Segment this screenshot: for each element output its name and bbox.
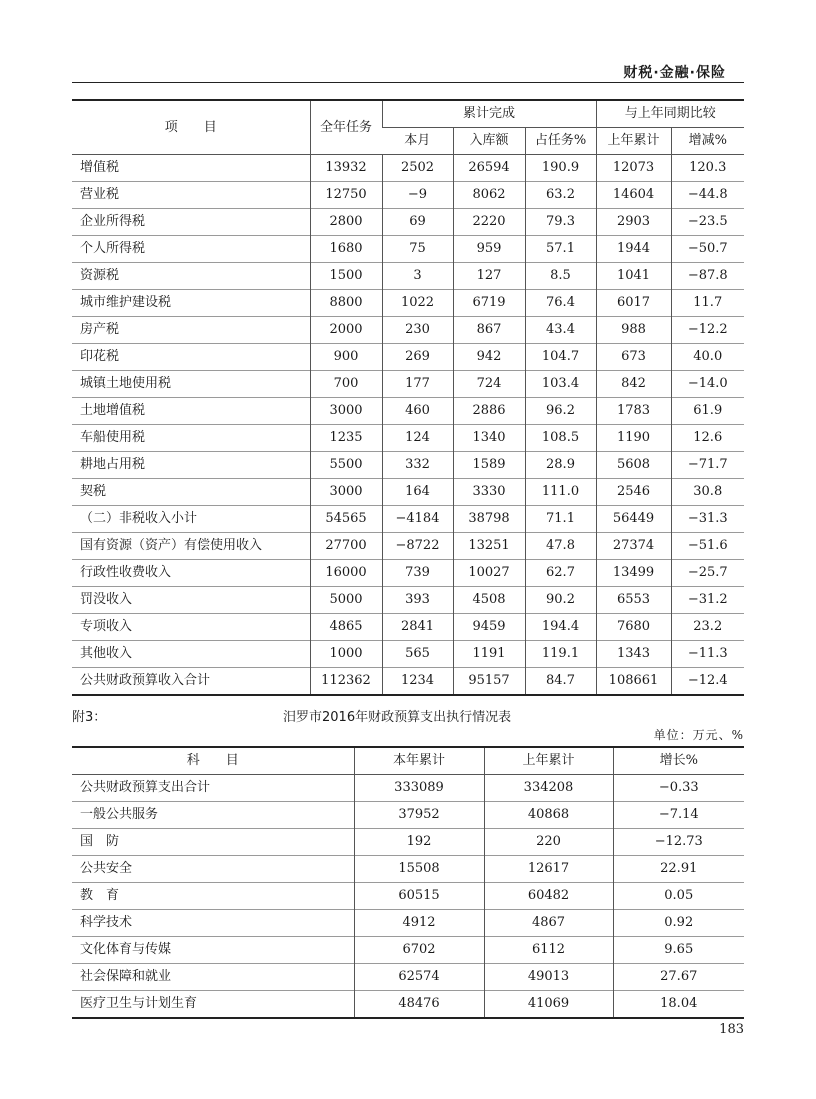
cell-this: 48476 <box>354 991 484 1019</box>
cell-subject: 医疗卫生与计划生育 <box>72 991 354 1019</box>
table-row <box>72 182 744 209</box>
cell-task: 2000 <box>310 317 382 344</box>
cell-last: 220 <box>484 829 613 856</box>
cell-month: 164 <box>382 479 453 506</box>
table-row <box>72 344 744 371</box>
cell-month: −4184 <box>382 506 453 533</box>
expenditure-table <box>72 746 744 1019</box>
col-header-cumulative: 累计完成 <box>382 100 596 128</box>
cell-last: 41069 <box>484 991 613 1019</box>
cell-last: 1190 <box>596 425 671 452</box>
cell-last: 56449 <box>596 506 671 533</box>
cell-change: −12.2 <box>671 317 744 344</box>
cell-last: 2546 <box>596 479 671 506</box>
cell-change: −25.7 <box>671 560 744 587</box>
col-header-this-year: 本年累计 <box>354 747 484 775</box>
col-header-comparison: 与上年同期比较 <box>596 100 744 128</box>
cell-month: 2502 <box>382 155 453 182</box>
cell-task: 5500 <box>310 452 382 479</box>
cell-item: 城市维护建设税 <box>72 290 310 317</box>
cell-change: −31.2 <box>671 587 744 614</box>
cell-month: 75 <box>382 236 453 263</box>
cell-change: 12.6 <box>671 425 744 452</box>
cell-growth: −0.33 <box>613 775 744 802</box>
cell-last: 2903 <box>596 209 671 236</box>
cell-item: （二）非税收入小计 <box>72 506 310 533</box>
table-row <box>72 587 744 614</box>
cell-month: 739 <box>382 560 453 587</box>
table-row <box>72 533 744 560</box>
cell-month: 3 <box>382 263 453 290</box>
cell-item: 公共财政预算收入合计 <box>72 668 310 696</box>
cell-change: −12.4 <box>671 668 744 696</box>
cell-subject: 文化体育与传媒 <box>72 937 354 964</box>
cell-pct: 108.5 <box>525 425 596 452</box>
cell-received: 4508 <box>453 587 525 614</box>
col-header-change: 增减% <box>671 128 744 155</box>
cell-task: 54565 <box>310 506 382 533</box>
cell-change: −44.8 <box>671 182 744 209</box>
cell-task: 700 <box>310 371 382 398</box>
cell-change: −87.8 <box>671 263 744 290</box>
cell-month: 1022 <box>382 290 453 317</box>
cell-item: 行政性收费收入 <box>72 560 310 587</box>
cell-task: 5000 <box>310 587 382 614</box>
cell-pct: 103.4 <box>525 371 596 398</box>
cell-pct: 43.4 <box>525 317 596 344</box>
cell-task: 2800 <box>310 209 382 236</box>
table-row <box>72 614 744 641</box>
cell-subject: 国 防 <box>72 829 354 856</box>
table-row <box>72 506 744 533</box>
cell-received: 8062 <box>453 182 525 209</box>
cell-pct: 79.3 <box>525 209 596 236</box>
cell-growth: −7.14 <box>613 802 744 829</box>
cell-last: 7680 <box>596 614 671 641</box>
cell-received: 1589 <box>453 452 525 479</box>
table-row <box>72 964 744 991</box>
cell-subject: 教 育 <box>72 883 354 910</box>
page-number: 183 <box>719 1022 744 1037</box>
cell-growth: 18.04 <box>613 991 744 1019</box>
cell-received: 1340 <box>453 425 525 452</box>
revenue-table <box>72 99 744 696</box>
cell-month: 393 <box>382 587 453 614</box>
cell-change: −50.7 <box>671 236 744 263</box>
cell-task: 1000 <box>310 641 382 668</box>
col-header-last-year: 上年累计 <box>596 128 671 155</box>
table-row <box>72 263 744 290</box>
cell-pct: 194.4 <box>525 614 596 641</box>
cell-task: 3000 <box>310 398 382 425</box>
table-row <box>72 371 744 398</box>
cell-item: 企业所得税 <box>72 209 310 236</box>
cell-this: 6702 <box>354 937 484 964</box>
cell-task: 27700 <box>310 533 382 560</box>
cell-change: 61.9 <box>671 398 744 425</box>
cell-received: 10027 <box>453 560 525 587</box>
cell-pct: 62.7 <box>525 560 596 587</box>
cell-received: 2220 <box>453 209 525 236</box>
table-row <box>72 317 744 344</box>
cell-task: 4865 <box>310 614 382 641</box>
cell-received: 942 <box>453 344 525 371</box>
cell-this: 62574 <box>354 964 484 991</box>
col-header-pct-task: 占任务% <box>525 128 596 155</box>
cell-last: 842 <box>596 371 671 398</box>
cell-item: 个人所得税 <box>72 236 310 263</box>
cell-pct: 57.1 <box>525 236 596 263</box>
cell-change: 120.3 <box>671 155 744 182</box>
table-row <box>72 910 744 937</box>
cell-change: 30.8 <box>671 479 744 506</box>
cell-item: 房产税 <box>72 317 310 344</box>
cell-item: 其他收入 <box>72 641 310 668</box>
cell-growth: 22.91 <box>613 856 744 883</box>
section-header-title: 财税·金融·保险 <box>623 65 726 81</box>
cell-pct: 28.9 <box>525 452 596 479</box>
cell-task: 12750 <box>310 182 382 209</box>
col-header-last-year-total: 上年累计 <box>484 747 613 775</box>
col-header-received: 入库额 <box>453 128 525 155</box>
cell-received: 724 <box>453 371 525 398</box>
cell-change: −71.7 <box>671 452 744 479</box>
cell-change: 23.2 <box>671 614 744 641</box>
cell-item: 土地增值税 <box>72 398 310 425</box>
col-header-growth: 增长% <box>613 747 744 775</box>
cell-this: 333089 <box>354 775 484 802</box>
cell-change: −51.6 <box>671 533 744 560</box>
cell-change: −11.3 <box>671 641 744 668</box>
table-row <box>72 452 744 479</box>
cell-this: 60515 <box>354 883 484 910</box>
cell-pct: 76.4 <box>525 290 596 317</box>
cell-month: 460 <box>382 398 453 425</box>
cell-received: 127 <box>453 263 525 290</box>
cell-month: 124 <box>382 425 453 452</box>
cell-change: 11.7 <box>671 290 744 317</box>
cell-last: 108661 <box>596 668 671 696</box>
cell-subject: 科学技术 <box>72 910 354 937</box>
cell-last: 40868 <box>484 802 613 829</box>
cell-pct: 111.0 <box>525 479 596 506</box>
cell-task: 1235 <box>310 425 382 452</box>
cell-change: −23.5 <box>671 209 744 236</box>
col-header-item: 项 目 <box>72 100 310 155</box>
cell-last: 12617 <box>484 856 613 883</box>
cell-pct: 84.7 <box>525 668 596 696</box>
cell-month: −8722 <box>382 533 453 560</box>
table-row <box>72 668 744 696</box>
cell-received: 3330 <box>453 479 525 506</box>
cell-last: 673 <box>596 344 671 371</box>
cell-this: 37952 <box>354 802 484 829</box>
cell-month: 332 <box>382 452 453 479</box>
cell-growth: 0.05 <box>613 883 744 910</box>
cell-month: 565 <box>382 641 453 668</box>
table-row <box>72 560 744 587</box>
cell-task: 1680 <box>310 236 382 263</box>
cell-month: 69 <box>382 209 453 236</box>
cell-pct: 47.8 <box>525 533 596 560</box>
cell-item: 资源税 <box>72 263 310 290</box>
cell-last: 13499 <box>596 560 671 587</box>
cell-received: 13251 <box>453 533 525 560</box>
cell-change: 40.0 <box>671 344 744 371</box>
cell-subject: 公共安全 <box>72 856 354 883</box>
cell-received: 9459 <box>453 614 525 641</box>
cell-item: 国有资源（资产）有偿使用收入 <box>72 533 310 560</box>
table-row <box>72 290 744 317</box>
cell-month: 1234 <box>382 668 453 696</box>
cell-change: −31.3 <box>671 506 744 533</box>
cell-item: 专项收入 <box>72 614 310 641</box>
cell-task: 13932 <box>310 155 382 182</box>
cell-pct: 96.2 <box>525 398 596 425</box>
cell-received: 38798 <box>453 506 525 533</box>
cell-this: 15508 <box>354 856 484 883</box>
table-row <box>72 236 744 263</box>
cell-month: −9 <box>382 182 453 209</box>
cell-last: 49013 <box>484 964 613 991</box>
cell-this: 192 <box>354 829 484 856</box>
cell-last: 6112 <box>484 937 613 964</box>
cell-last: 6017 <box>596 290 671 317</box>
cell-item: 罚没收入 <box>72 587 310 614</box>
cell-item: 城镇土地使用税 <box>72 371 310 398</box>
cell-item: 车船使用税 <box>72 425 310 452</box>
cell-task: 112362 <box>310 668 382 696</box>
table-row <box>72 802 744 829</box>
cell-last: 988 <box>596 317 671 344</box>
cell-received: 6719 <box>453 290 525 317</box>
col-header-annual-task: 全年任务 <box>310 100 382 155</box>
cell-subject: 公共财政预算支出合计 <box>80 780 211 795</box>
cell-change: −14.0 <box>671 371 744 398</box>
table-row <box>72 856 744 883</box>
cell-item: 契税 <box>72 479 310 506</box>
table-row <box>72 425 744 452</box>
table-row <box>72 991 744 1019</box>
cell-growth: 0.92 <box>613 910 744 937</box>
appendix-title: 汨罗市2016年财政预算支出执行情况表 <box>283 710 512 725</box>
cell-item: 增值税 <box>80 160 120 175</box>
cell-received: 26594 <box>453 155 525 182</box>
cell-last: 12073 <box>596 155 671 182</box>
unit-label: 单位：万元、% <box>653 728 744 742</box>
table-row <box>72 641 744 668</box>
cell-month: 230 <box>382 317 453 344</box>
cell-pct: 104.7 <box>525 344 596 371</box>
cell-subject: 社会保障和就业 <box>72 964 354 991</box>
cell-received: 95157 <box>453 668 525 696</box>
cell-pct: 71.1 <box>525 506 596 533</box>
cell-last: 1343 <box>596 641 671 668</box>
cell-item: 印花税 <box>72 344 310 371</box>
cell-this: 4912 <box>354 910 484 937</box>
table-row <box>72 479 744 506</box>
cell-received: 1191 <box>453 641 525 668</box>
cell-pct: 119.1 <box>525 641 596 668</box>
cell-growth: 9.65 <box>613 937 744 964</box>
cell-last: 27374 <box>596 533 671 560</box>
table-row <box>72 155 744 182</box>
cell-month: 177 <box>382 371 453 398</box>
cell-month: 269 <box>382 344 453 371</box>
cell-last: 4867 <box>484 910 613 937</box>
table-row <box>72 883 744 910</box>
cell-last: 14604 <box>596 182 671 209</box>
cell-subject: 一般公共服务 <box>72 802 354 829</box>
cell-last: 1783 <box>596 398 671 425</box>
cell-pct: 8.5 <box>525 263 596 290</box>
table-row <box>72 775 744 802</box>
cell-received: 2886 <box>453 398 525 425</box>
col-header-subject: 科 目 <box>72 747 354 775</box>
header-divider <box>72 82 744 83</box>
cell-month: 2841 <box>382 614 453 641</box>
cell-pct: 190.9 <box>525 155 596 182</box>
table-row <box>72 209 744 236</box>
cell-last: 334208 <box>484 775 613 802</box>
appendix-label: 附3： <box>72 710 107 725</box>
cell-received: 959 <box>453 236 525 263</box>
cell-task: 16000 <box>310 560 382 587</box>
cell-pct: 63.2 <box>525 182 596 209</box>
cell-task: 900 <box>310 344 382 371</box>
cell-item: 耕地占用税 <box>72 452 310 479</box>
table-row <box>72 829 744 856</box>
table-row <box>72 937 744 964</box>
cell-task: 8800 <box>310 290 382 317</box>
col-header-month: 本月 <box>382 128 453 155</box>
table-row <box>72 398 744 425</box>
cell-task: 3000 <box>310 479 382 506</box>
cell-last: 1944 <box>596 236 671 263</box>
cell-received: 867 <box>453 317 525 344</box>
cell-growth: −12.73 <box>613 829 744 856</box>
cell-last: 5608 <box>596 452 671 479</box>
cell-item: 营业税 <box>72 182 310 209</box>
cell-pct: 90.2 <box>525 587 596 614</box>
cell-last: 1041 <box>596 263 671 290</box>
cell-growth: 27.67 <box>613 964 744 991</box>
cell-task: 1500 <box>310 263 382 290</box>
cell-last: 60482 <box>484 883 613 910</box>
cell-last: 6553 <box>596 587 671 614</box>
